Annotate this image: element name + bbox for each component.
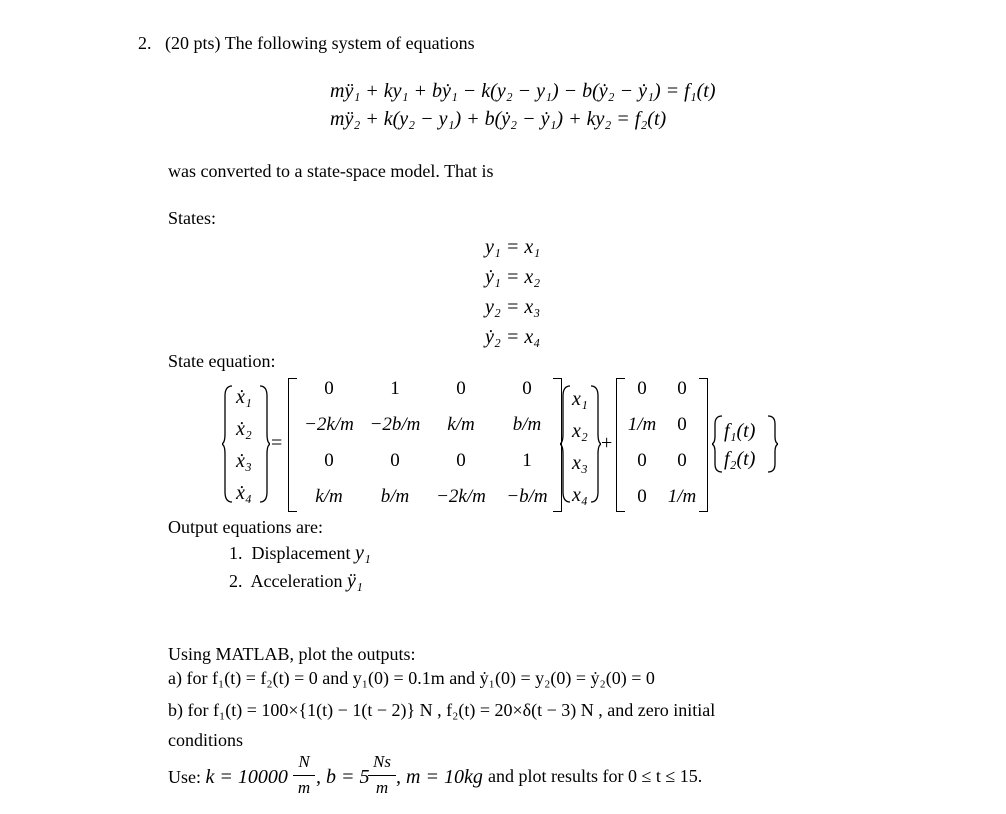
output-2-num: 2. [229, 571, 243, 591]
use-line [168, 766, 288, 789]
lhs-x3dot: ẋ₃ [236, 450, 252, 472]
part-b: b) for f₁(t) = 100×{1(t) − 1(t − 2)} N , f₂(t) = 20×δ(t − 3) N , and zero initial [168, 700, 716, 720]
state-def-4: ẏ₂ = x₄ [485, 326, 541, 348]
x1: x₁ [572, 388, 588, 410]
b-unit-den: m [375, 778, 389, 797]
converted-text: was converted to a state-space model. That is [168, 161, 494, 181]
lhs-right-brace [258, 384, 270, 504]
matlab-heading: Using MATLAB, plot the outputs: [168, 644, 416, 664]
x3: x₃ [572, 452, 588, 474]
b-matrix-cell-1-1: 0 [637, 378, 647, 399]
equals-sign: = [271, 432, 283, 454]
m-value: , m = 10kg [396, 766, 483, 788]
plus-sign: + [601, 432, 613, 454]
equation-2: mÿ₂ + k(y₂ − y₁) + b(ẏ₂ − ẏ₁) + ky₂ = f₂(t) [330, 108, 667, 130]
b-value: , b = 5 [316, 766, 370, 788]
a-matrix-cell-3-2: 0 [390, 450, 400, 471]
outputs-heading: Output equations are: [168, 517, 323, 537]
state-def-3: y₂ = x₃ [485, 296, 541, 318]
a-matrix-cell-4-1: k/m [315, 486, 343, 507]
b-matrix-cell-4-1: 0 [637, 486, 647, 507]
a-matrix-cell-3-1: 0 [324, 450, 334, 471]
problem-points: (20 pts) [165, 33, 221, 53]
k-value: k = 10000 [205, 766, 288, 788]
problem-number: 2. [138, 33, 152, 53]
b-matrix-cell-3-1: 0 [637, 450, 647, 471]
a-matrix-cell-1-3: 0 [456, 378, 466, 399]
output-1-sym: y₁ [354, 542, 371, 564]
a-matrix-cell-4-4: −b/m [506, 486, 548, 507]
problem-header [138, 33, 475, 54]
a-matrix-cell-1-2: 1 [390, 378, 400, 399]
lhs-x4dot: ẋ₄ [236, 482, 252, 504]
problem-intro: The following system of equations [224, 33, 475, 53]
u-f2: f₂(t) [724, 448, 756, 470]
u-f1: f₁(t) [724, 420, 756, 442]
a-matrix-cell-2-1: −2k/m [304, 414, 354, 435]
output-1-num: 1. [229, 543, 243, 563]
x-left-brace [560, 384, 572, 510]
output-2-label: Acceleration [250, 571, 343, 591]
state-equation-heading: State equation: [168, 351, 276, 371]
k-unit-num: N [298, 752, 310, 771]
k-unit-bar [293, 775, 315, 776]
b-unit-bar [368, 775, 396, 776]
part-a: a) for f₁(t) = f₂(t) = 0 and y₁(0) = 0.1m and ẏ₁(0) = y₂(0) = ẏ₂(0) = 0 [168, 668, 655, 688]
state-def-1: y₁ = x₁ [485, 236, 541, 258]
a-matrix-cell-3-4: 1 [522, 450, 532, 471]
output-1-label: Displacement [251, 543, 351, 563]
b-matrix-cell-4-2: 1/m [667, 486, 697, 507]
a-matrix-cell-1-1: 0 [324, 378, 334, 399]
part-b-cont: conditions [168, 730, 243, 750]
output-item-1 [229, 542, 371, 565]
use-suffix: and plot results for 0 ≤ t ≤ 15. [488, 766, 703, 786]
state-def-2: ẏ₁ = x₂ [485, 266, 541, 288]
k-unit-den: m [297, 778, 311, 797]
lhs-x2dot: ẋ₂ [236, 418, 252, 440]
a-matrix-cell-2-4: b/m [512, 414, 542, 435]
x2: x₂ [572, 420, 588, 442]
x4: x₄ [572, 484, 588, 506]
equation-1: mÿ₁ + ky₁ + bẏ₁ − k(y₂ − y₁) − b(ẏ₂ − ẏ₁) = f₁(t) [330, 80, 716, 102]
b-unit-num: Ns [373, 752, 391, 771]
lhs-left-brace [222, 384, 234, 504]
lhs-x1dot: ẋ₁ [236, 386, 252, 408]
a-matrix-cell-1-4: 0 [522, 378, 532, 399]
output-item-2 [229, 570, 363, 593]
b-matrix-cell-2-1: 1/m [627, 414, 657, 435]
b-matrix-cell-2-2: 0 [677, 414, 687, 435]
a-matrix-cell-2-2: −2b/m [369, 414, 421, 435]
use-prefix: Use: [168, 767, 201, 787]
b-matrix-cell-3-2: 0 [677, 450, 687, 471]
u-left-brace [712, 414, 724, 480]
a-matrix-cell-4-3: −2k/m [436, 486, 486, 507]
output-2-sym: ÿ₁ [346, 570, 363, 592]
u-right-brace [766, 414, 778, 480]
states-heading: States: [168, 208, 216, 228]
a-matrix-cell-4-2: b/m [380, 486, 410, 507]
b-matrix-cell-1-2: 0 [677, 378, 687, 399]
a-matrix-cell-3-3: 0 [456, 450, 466, 471]
x-right-brace [589, 384, 601, 510]
a-matrix-cell-2-3: k/m [447, 414, 475, 435]
